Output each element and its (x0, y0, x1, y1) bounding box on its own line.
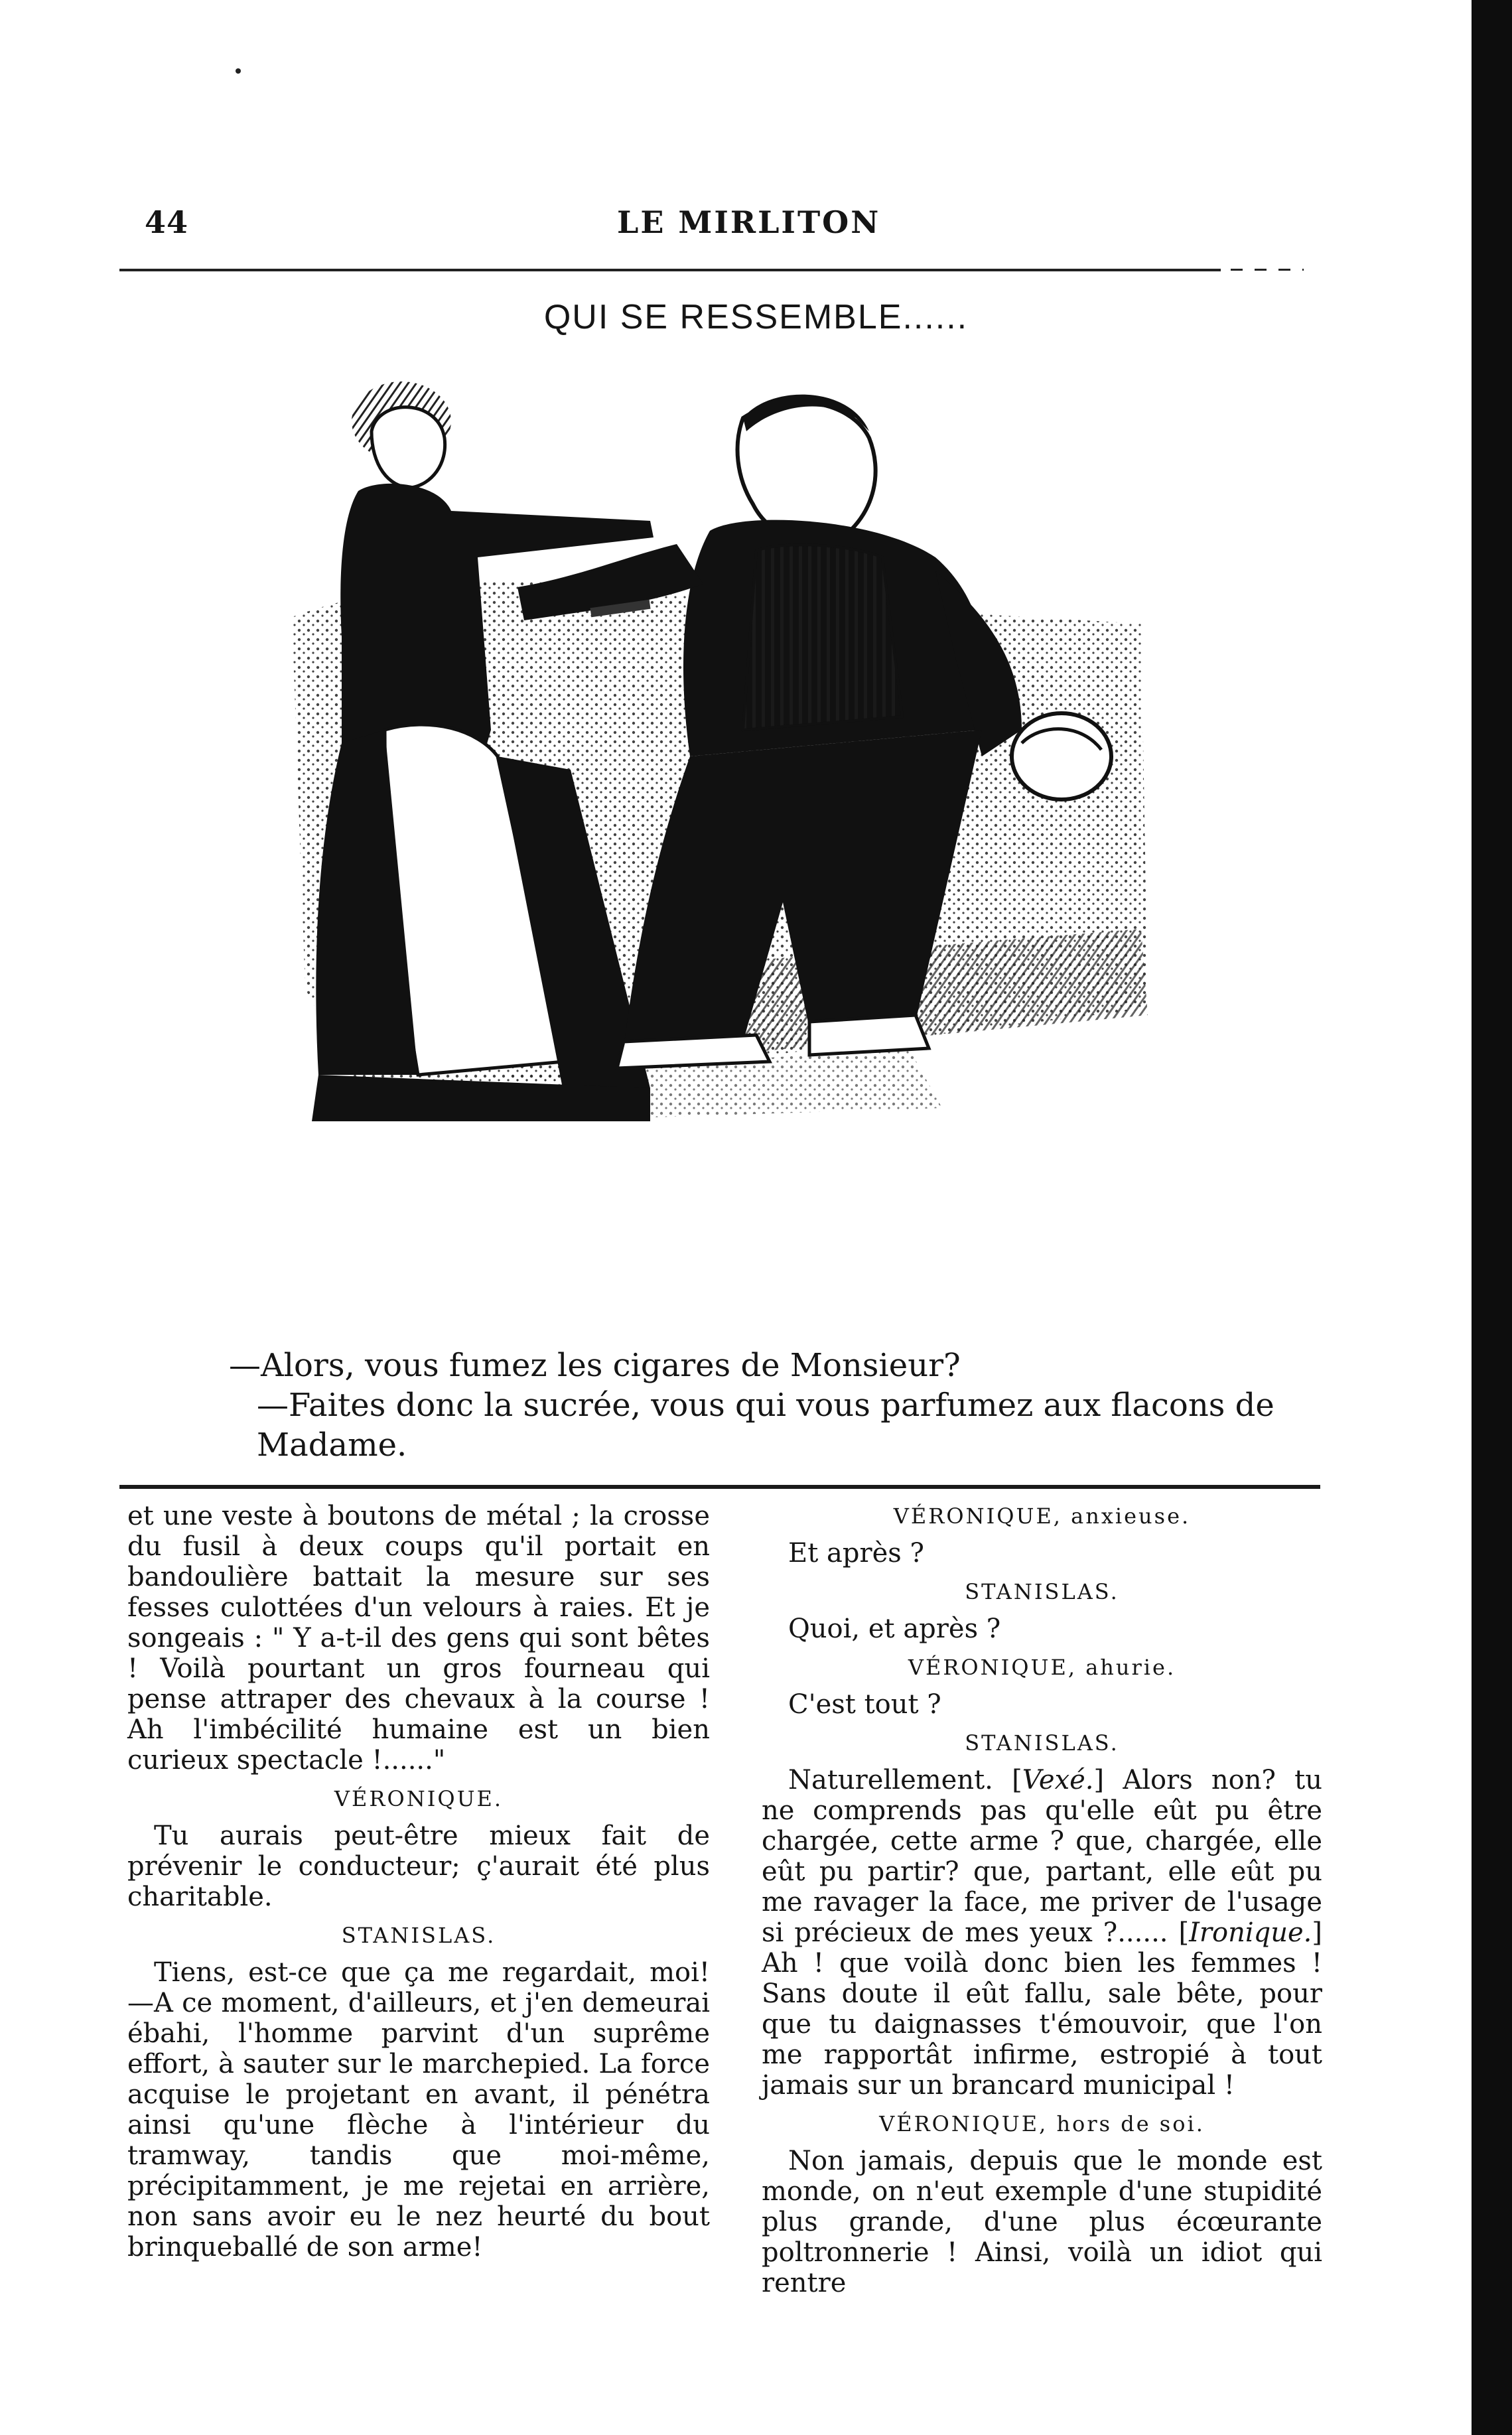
header-rule-dashes (1231, 269, 1304, 271)
speaker-label: VÉRONIQUE, hors de soi. (879, 2111, 1205, 2136)
paragraph: Non jamais, depuis que le monde est monde, on n'eut exemple d'une stupidité plus grande, d'une plus écœurante poltronnerie ! Ainsi, voilà un idiot qui rentre (762, 2146, 1322, 2298)
dialogue-line: C'est tout ? (788, 1689, 941, 1720)
speaker-label: VÉRONIQUE, anxieuse. (893, 1503, 1191, 1529)
paragraph: Tiens, est-ce que ça me regardait, moi! —A ce moment, d'ailleurs, et j'en demeurai ébahi, l'homme parvint d'un suprême effort, à sauter sur le marchepied. La force acquise le projetant en avant, il pénétra ainsi qu'une flèche à l'intérieur du tramway, tandis que moi-même, précipitamment, je me rejetai en arrière, non sans avoir eu le nez heurté du bout brinqueballé de son arme! (127, 1957, 710, 2262)
dialogue-line: Quoi, et après ? (788, 1614, 1001, 1644)
paragraph (762, 1765, 1322, 2101)
engraving-illustration (279, 358, 1154, 1347)
dialogue-line: Et après ? (788, 1538, 924, 1568)
speaker-label: VÉRONIQUE. (334, 1786, 504, 1811)
header-rule (119, 269, 1221, 271)
text-run: ] Ah ! que voilà donc bien les femmes ! Sans doute il eût fallu, sale bête, pour que tu daignasses t'émouvoir, que l'on me rapportât infirme, estropié à tout jamais sur un brancard municipal ! (762, 1917, 1322, 2101)
speaker-label: STANISLAS. (965, 1579, 1119, 1604)
stage-direction: Vexé. (1022, 1765, 1094, 1795)
paragraph: et une veste à boutons de métal ; la crosse du fusil à deux coups qu'il portait en bandoulière battait la mesure sur ses fesses culottées d'un velours à raies. Et je songeais : " Y a-t-il des gens qui sont bêtes ! Voilà pourtant un gros fourneau qui pense attraper des chevaux à la course ! Ah l'imbécilité humaine est un bien curieux spectacle !......" (127, 1501, 710, 1775)
speaker-label: STANISLAS. (341, 1923, 496, 1948)
illustration-caption (229, 1346, 1290, 1465)
ink-speck (236, 68, 241, 74)
caption-line-1: —Alors, vous fumez les cigares de Monsieur? (229, 1347, 961, 1384)
stage-direction: Ironique. (1189, 1917, 1312, 1948)
section-rule (119, 1485, 1320, 1489)
paragraph: Tu aurais peut-être mieux fait de prévenir le conducteur; ç'aurait été plus charitable. (127, 1821, 710, 1912)
text-run: Naturellement. [ (788, 1765, 1022, 1795)
caption-line-2: —Faites donc la sucrée, vous qui vous parfumez aux flacons de Madame. (257, 1387, 1274, 1464)
text-run: ] Alors non? tu ne comprends pas qu'elle eût pu être chargée, cette arme ? que, chargée, elle eût pu partir? que, partant, elle eût pu me ravager la face, me priver de l'usage si précieux de mes yeux ?...... [ (762, 1765, 1322, 1948)
running-title: LE MIRLITON (617, 204, 881, 240)
illustration-title: QUI SE RESSEMBLE...... (543, 298, 969, 336)
right-column (762, 1501, 1322, 2298)
page-number: 44 (145, 204, 189, 240)
speaker-label: VÉRONIQUE, ahurie. (908, 1655, 1176, 1680)
left-column (127, 1501, 710, 2262)
speaker-label: STANISLAS. (965, 1730, 1119, 1756)
page-edge-shadow (1472, 0, 1512, 2435)
